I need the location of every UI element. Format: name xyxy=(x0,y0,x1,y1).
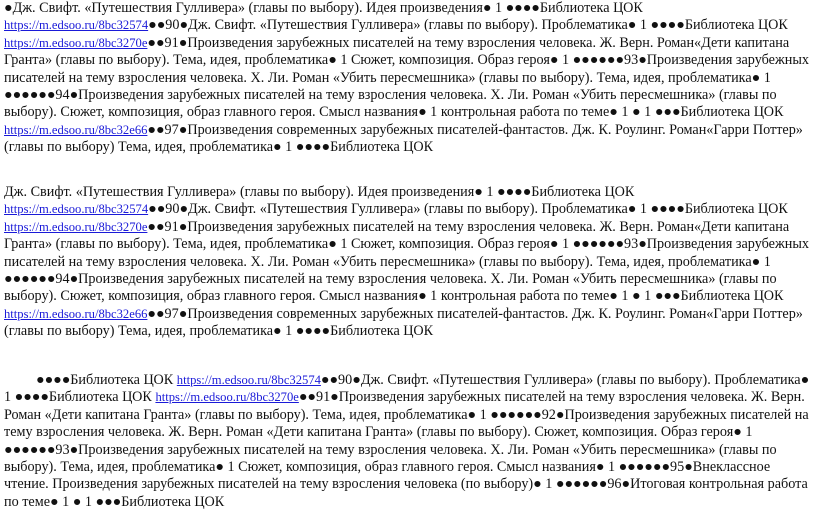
text-segment: ●●97●Произведения современных зарубежных писателей-фантастов. Дж. К. Роулинг. Роман«Гарри Поттер» (главы по выбору) Тема, идея, проблематика● 1 ●●●●Библиотека ЦОК xyxy=(4,305,803,340)
text-segment: ●Дж. Свифт. «Путешествия Гулливера» (главы по выбору). Идея произведения● 1 ●●●●Библиотека ЦОК xyxy=(4,0,643,16)
library-link[interactable]: https://m.edsoo.ru/8bc3270e xyxy=(4,35,148,50)
library-link[interactable]: https://m.edsoo.ru/8bc32574 xyxy=(4,202,149,217)
library-link[interactable]: https://m.edsoo.ru/8bc32574 xyxy=(176,373,321,387)
library-link[interactable]: https://m.edsoo.ru/8bc32e66 xyxy=(4,122,148,137)
text-paragraph-2 xyxy=(4,184,812,341)
library-link[interactable]: https://m.edsoo.ru/8bc32e66 xyxy=(4,306,148,321)
text-segment: ●●90●Дж. Свифт. «Путешествия Гулливера» (главы по выбору). Проблематика● 1 ●●●●Библиотека ЦОК xyxy=(148,201,788,218)
text-segment: ●●●●Библиотека ЦОК xyxy=(36,372,177,388)
text-segment: ●●90●Дж. Свифт. «Путешествия Гулливера» (главы по выбору). Проблематика● 1 ●●●●Библиотека ЦОК xyxy=(148,17,788,34)
text-segment: ●●90●Дж. Свифт. «Путешествия Гулливера» (главы по выбору). Проблематика● 1 ●●●●Библиотека ЦОК xyxy=(4,372,810,406)
text-segment: ●●91●Произведения зарубежных писателей на тему взросления человека. Ж. Верн. Роман«Дети капитана Гранта» (главы по выбору). Тема, идея, проблематика● 1 Сюжет, композиция. Образ героя● 1 ●●●●●●93●Произведения зарубежных писателей на тему взросления человека. Х. Ли. Роман «Убить пересмешника» (главы по выбору). Тема, идея, проблематика● 1 ●●●●●●94●Произведения зарубежных писателей на тему взросления человека. Х. Ли. Роман «Убить пересмешника» (главы по выбору). Сюжет, композиция, образ главного героя. Смысл названия● 1 контрольная работа по теме● 1 ● 1 ●●●Библиотека ЦОК xyxy=(4,218,809,305)
text-segment: ●●91●Произведения зарубежных писателей на тему взросления человека. Ж. Верн. Роман«Дети капитана Гранта» (главы по выбору). Тема, идея, проблематика● 1 Сюжет, композиция. Образ героя● 1 ●●●●●●93●Произведения зарубежных писателей на тему взросления человека. Х. Ли. Роман «Убить пересмешника» (главы по выбору). Тема, идея, проблематика● 1 ●●●●●●94●Произведения зарубежных писателей на тему взросления человека. Х. Ли. Роман «Убить пересмешника» (главы по выбору). Сюжет, композиция, образ главного героя. Смысл названия● 1 контрольная работа по теме● 1 ● 1 ●●●Библиотека ЦОК xyxy=(4,34,809,121)
library-link[interactable]: https://m.edsoo.ru/8bc3270e xyxy=(155,390,299,405)
text-segment: ●●91●Произведения зарубежных писателей на тему взросления человека. Ж. Верн. Роман «Дети капитана Гранта» (главы по выбору). Тема, идея, проблематика● 1 ●●●●●●92●Произведения зарубежных писателей на тему взросления человека. Ж. Верн. Роман «Дети капитана Гранта» (главы по выбору). Сюжет, композиция. Образ героя● 1 ●●●●●●93●Произведения зарубежных писателей на тему взросления человека. Х. Ли. Роман «Убить пересмешника» (главы по выбору). Тема, идея, проблематика● 1 Сюжет, композиция, образ главного героя. Смысл названия● 1 ●●●●●●95●Внеклассное чтение. Произведения зарубежных писателей на тему взросления человека (по выбору)● 1 ●●●●●●96●Итоговая контрольная работа по теме● 1 ● 1 ●●●Библиотека ЦОК xyxy=(4,389,809,510)
text-segment: ●●97●Произведения современных зарубежных писателей-фантастов. Дж. К. Роулинг. Роман«Гарри Поттер» (главы по выбору) Тема, идея, проблематика● 1 ●●●●Библиотека ЦОК xyxy=(4,121,803,156)
text-segment: Дж. Свифт. «Путешествия Гулливера» (главы по выбору). Идея произведения● 1 ●●●●Библиотека ЦОК xyxy=(4,184,635,200)
text-paragraph-1 xyxy=(4,0,812,157)
library-link[interactable]: https://m.edsoo.ru/8bc32574 xyxy=(4,18,149,33)
library-link[interactable]: https://m.edsoo.ru/8bc3270e xyxy=(4,219,148,234)
text-paragraph-3 xyxy=(4,372,812,511)
